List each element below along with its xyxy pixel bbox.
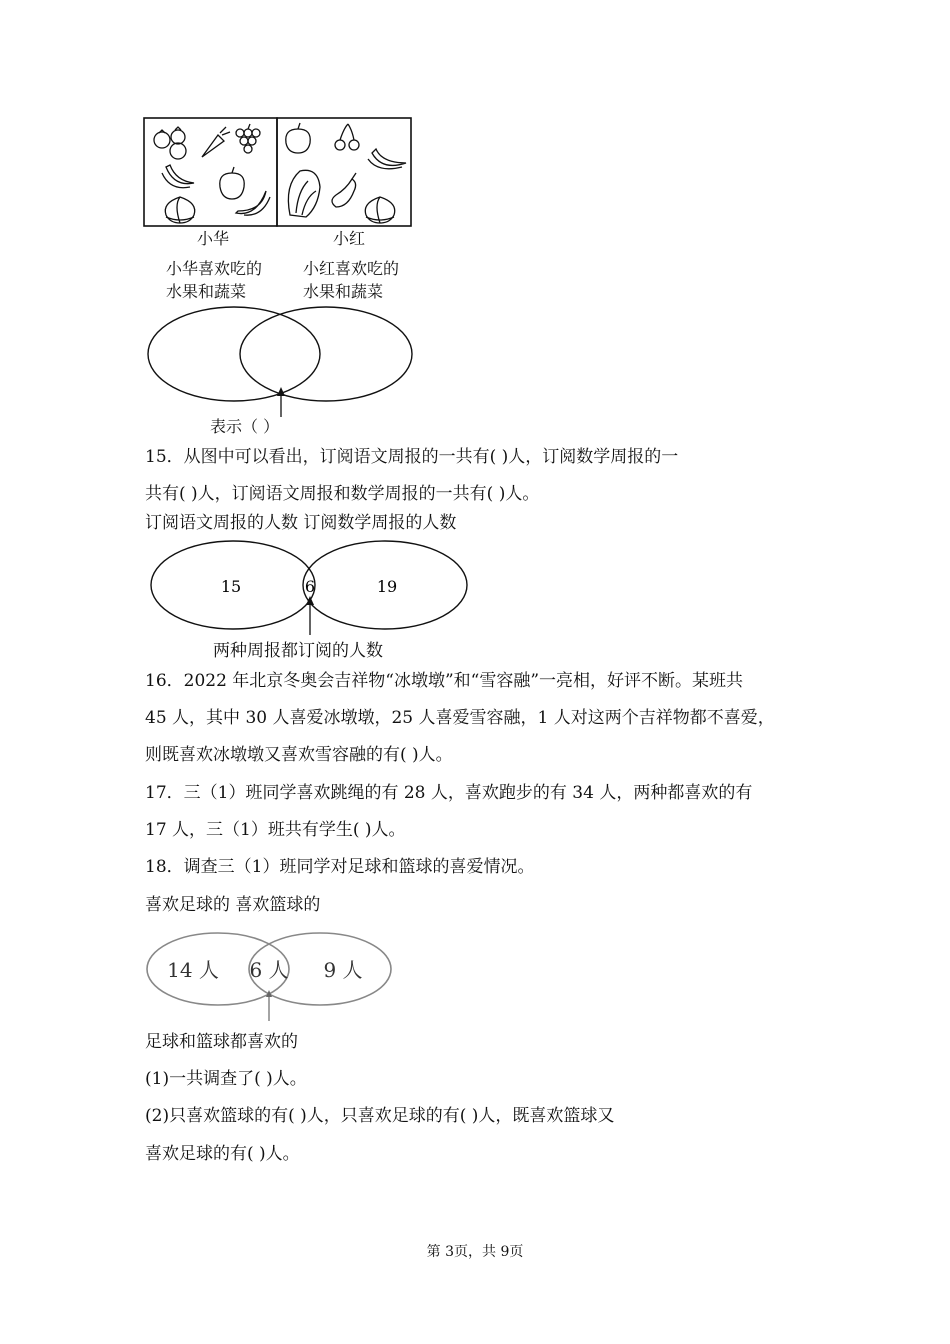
pointer-label-1: 表示（ ） [210, 417, 280, 436]
q15-right-value: 19 [376, 577, 398, 596]
q18-set-labels: 喜欢足球的 喜欢篮球的 [145, 895, 321, 915]
page-number: 第 3页，共 9页 [426, 1244, 524, 1260]
q18-sub2-line1: (2)只喜欢篮球的有( )人，只喜欢足球的有( )人，既喜欢篮球又 [145, 1106, 615, 1126]
q18-left-value: 14 人 [167, 958, 219, 982]
banana-icon [162, 165, 194, 188]
venn-diagram-1 [140, 304, 425, 422]
venn-set-b [240, 307, 412, 401]
venn-diagram-18 [145, 925, 395, 1025]
apple-icon [220, 167, 245, 199]
tomato-icon [154, 127, 186, 159]
q15-set-labels: 订阅语文周报的人数 订阅数学周报的人数 [145, 513, 457, 533]
venn-set-a [148, 307, 320, 401]
cabbage-icon [288, 170, 320, 217]
q16-line1: 16．2022 年北京冬奥会吉祥物“冰墩墩”和“雪容融”一亮相，好评不断。某班共 [145, 671, 744, 691]
set-a-label-line1: 小华喜欢吃的 [166, 259, 263, 278]
q17-line2: 17 人，三（1）班共有学生( )人。 [145, 820, 406, 840]
peach-icon [165, 197, 194, 223]
q18-sub2-line2: 喜欢足球的有( )人。 [145, 1144, 300, 1164]
cherry-icon [335, 124, 359, 150]
grapes-icon [236, 124, 260, 153]
q16-line3: 则既喜欢冰墩墩又喜欢雪容融的有( )人。 [145, 745, 453, 765]
q18-sub1: (1)一共调查了( )人。 [145, 1069, 307, 1089]
banana-icon [368, 149, 406, 169]
set-b-label-line1: 小红喜欢吃的 [303, 259, 400, 278]
xiaohua-caption: 小华 [197, 229, 230, 248]
q15-line2: 共有( )人，订阅语文周报和数学周报的一共有( )人。 [145, 484, 540, 504]
q15-left-value: 15 [220, 577, 242, 596]
q15-middle-value: 6 [304, 577, 316, 596]
set-b-label-line2: 水果和蔬菜 [303, 282, 384, 301]
carrot-icon [202, 127, 230, 157]
venn-diagram-15 [145, 535, 475, 647]
q15-pointer-label: 两种周报都订阅的人数 [213, 641, 383, 661]
q18-line1: 18．调查三（1）班同学对足球和篮球的喜爱情况。 [145, 857, 535, 877]
set-a-label-line2: 水果和蔬菜 [166, 282, 247, 301]
apple-icon [286, 123, 311, 153]
q17-line1: 17．三（1）班同学喜欢跳绳的有 28 人，喜欢跑步的有 34 人，两种都喜欢的有 [145, 783, 753, 803]
q18-pointer-label: 足球和篮球都喜欢的 [145, 1032, 298, 1052]
peach-icon [365, 197, 394, 223]
q15-line1: 15．从图中可以看出，订阅语文周报的一共有( )人，订阅数学周报的一 [145, 447, 679, 467]
xiaohua-box [144, 118, 277, 226]
q18-right-value: 9 人 [323, 958, 363, 982]
arrow-head-icon [277, 387, 285, 396]
q16-line2: 45 人，其中 30 人喜爱冰墩墩，25 人喜爱雪容融，1 人对这两个吉祥物都不喜爱， [145, 708, 775, 728]
xiaohong-box [277, 118, 411, 226]
food-picture-boxes [140, 115, 420, 230]
xiaohong-caption: 小红 [333, 229, 366, 248]
q18-middle-value: 6 人 [249, 958, 289, 982]
eggplant-icon [332, 173, 356, 207]
